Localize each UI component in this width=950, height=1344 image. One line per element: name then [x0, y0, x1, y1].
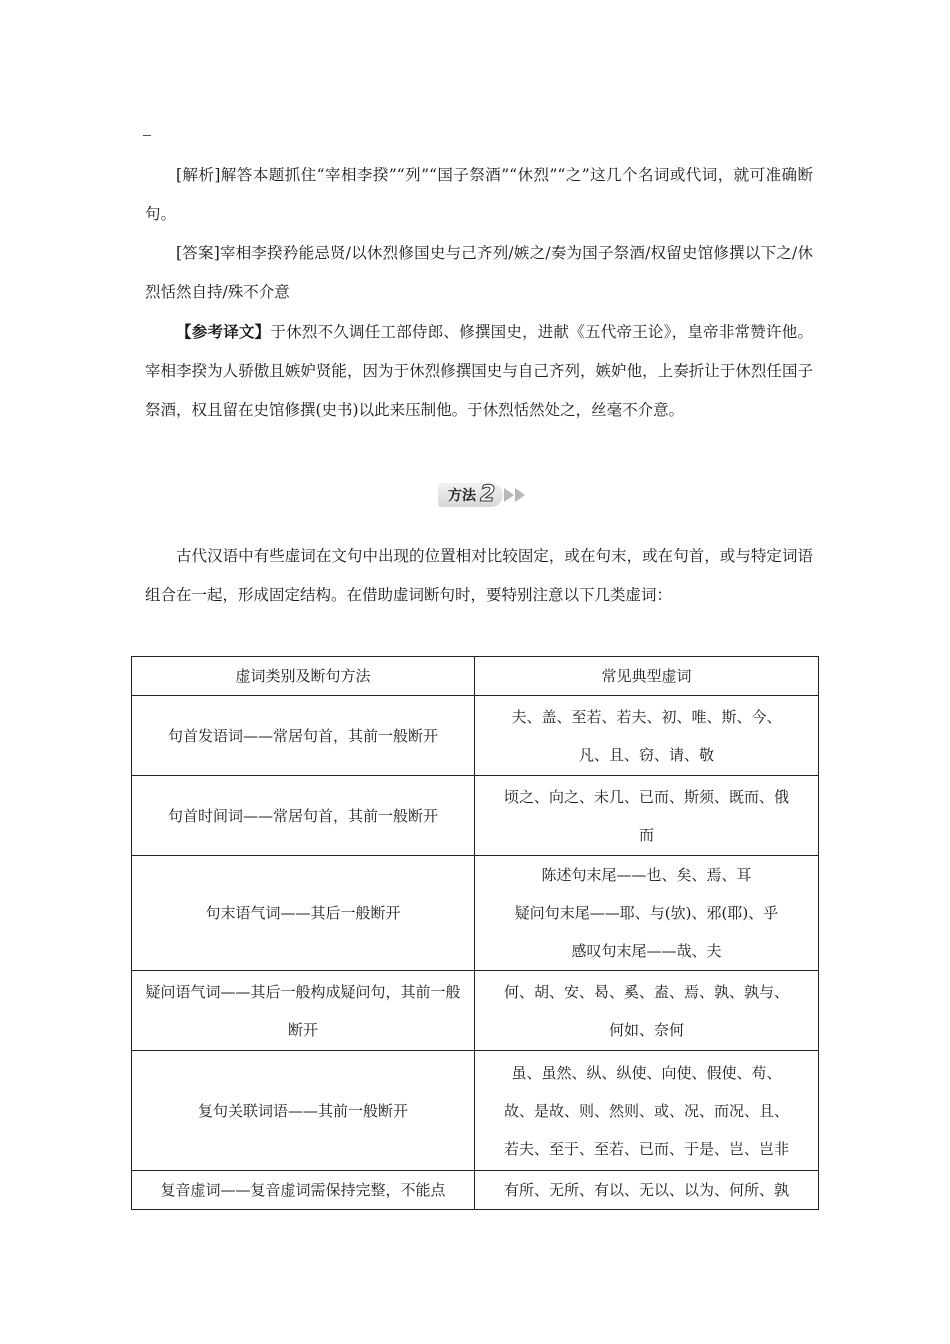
intro-paragraph: 古代汉语中有些虚词在文句中出现的位置相对比较固定，或在句末，或在句首，或与特定词语组合在一起，形成固定结构。在借助虚词断句时，要特别注意以下几类虚词： [145, 547, 813, 604]
header-words: 常见典型虚词 [475, 657, 819, 696]
row-words: 夫、盖、至若、若夫、初、唯、斯、今、 凡、且、窃、请、敬 [475, 696, 819, 776]
translation-label: 【参考译文】 [176, 322, 271, 341]
table-row [132, 776, 819, 856]
row-category: 句首发语词——常居句首，其前一般断开 [132, 696, 475, 776]
row-category: 句末语气词——其后一般断开 [132, 856, 475, 971]
header-category: 虚词类别及断句方法 [132, 657, 475, 696]
row-words: 陈述句末尾——也、矣、焉、耳 疑问句末尾——耶、与(欤)、邪(耶)、乎 感叹句末尾——哉、夫 [475, 856, 819, 971]
arrow-icon [504, 488, 514, 502]
table-row [132, 1051, 819, 1171]
function-words-table [131, 656, 819, 1210]
table-row [132, 696, 819, 776]
row-category: 疑问语气词——其后一般构成疑问句，其前一般断开 [132, 971, 475, 1051]
row-words: 顷之、向之、未几、已而、斯须、既而、俄 而 [475, 776, 819, 856]
row-words: 有所、无所、有以、无以、以为、何所、孰 [475, 1171, 819, 1210]
method-badge [438, 482, 525, 508]
row-category: 句首时间词——常居句首，其前一般断开 [132, 776, 475, 856]
answer-paragraph: [答案]宰相李揆矜能忌贤/以休烈修国史与己齐列/嫉之/奏为国子祭酒/权留史馆修撰以下之/休烈恬然自持/殊不介意 [145, 244, 813, 301]
row-words: 何、胡、安、曷、奚、盍、焉、孰、孰与、 何如、奈何 [475, 971, 819, 1051]
translation-paragraph [145, 312, 813, 430]
table-row [132, 1171, 819, 1210]
translation-text: 于休烈不久调任工部侍郎、修撰国史，进献《五代帝王论》，皇帝非常赞许他。宰相李揆为人骄傲且嫉妒贤能，因为于休烈修撰国史与自己齐列，嫉妒他，上奏折让于休烈任国子祭酒，权且留在史馆修撰(史书)以此来压制他。于休烈恬然处之，丝毫不介意。 [145, 323, 813, 419]
row-category: 复音虚词——复音虚词需保持完整，不能点 [132, 1171, 475, 1210]
table-row [132, 856, 819, 971]
analysis-paragraph: [解析]解答本题抓住“宰相李揆”“列”“国子祭酒”“休烈”“之”这几个名词或代词，就可准确断句。 [145, 166, 813, 223]
method-number: 2 [480, 482, 496, 507]
header-mark [143, 135, 151, 136]
row-words: 虽、虽然、纵、纵使、向使、假使、苟、 故、是故、则、然则、或、况、而况、且、 若夫、至于、至若、已而、于是、岂、岂非 [475, 1051, 819, 1171]
arrow-icon [515, 488, 525, 502]
row-category: 复句关联词语——其前一般断开 [132, 1051, 475, 1171]
method-label: 方法 [448, 488, 476, 504]
table-header-row [132, 657, 819, 696]
table-row [132, 971, 819, 1051]
